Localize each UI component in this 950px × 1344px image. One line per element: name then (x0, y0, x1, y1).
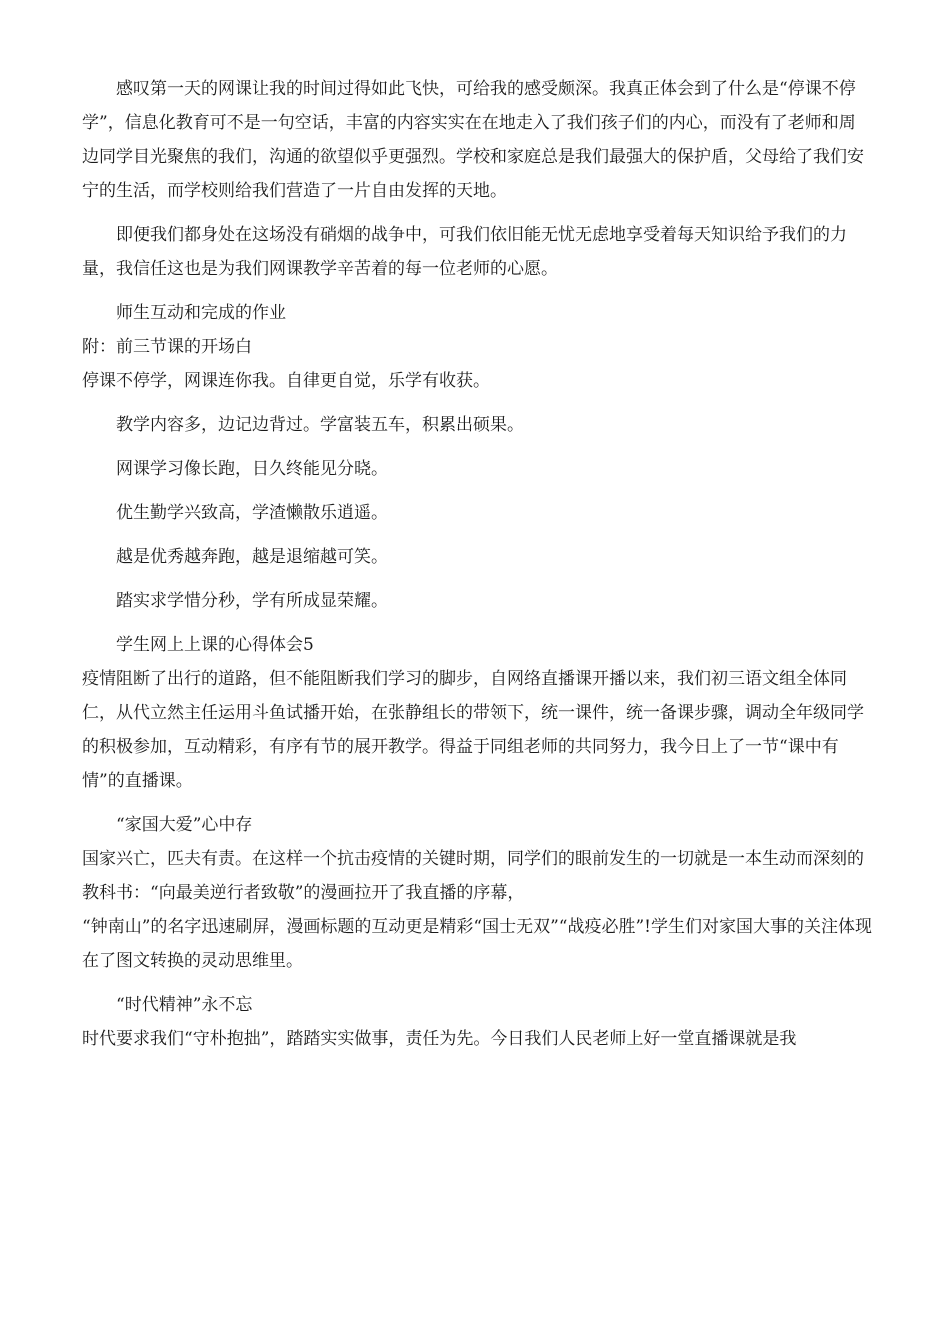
paragraph-epidemic-live-class: 疫情阻断了出行的道路，但不能阻断我们学习的脚步，自网络直播课开播以来，我们初三语文组全体同仁，从代立然主任运用斗鱼试播开始，在张静组长的带领下，统一课件，统一备课步骤，调动全年级同学的积极参加，互动精彩，有序有节的展开教学。得益于同组老师的共同努力，我今日上了一节“课中有情”的直播课。 (82, 669, 864, 791)
verse-line-3: 网课学习像长跑，日久终能见分晓。 (116, 459, 388, 479)
document-page (82, 72, 872, 1056)
verse-line-1: 停课不停学，网课连你我。自律更自觉，乐学有收获。 (82, 371, 490, 391)
verse-line-2: 教学内容多，边记边背过。学富装五车，积累出硕果。 (116, 415, 524, 435)
caption-interaction-homework: 师生互动和完成的作业 (116, 303, 286, 323)
subheading-family-country: “家国大爱”心中存 (116, 815, 253, 835)
verse-line-6: 踏实求学惜分秒，学有所成显荣耀。 (116, 591, 388, 611)
verse-line-4: 优生勤学兴致高，学渣懒散乐逍遥。 (116, 503, 388, 523)
section-title-5: 学生网上上课的心得体会5 (116, 635, 314, 655)
paragraph-era-demands: 时代要求我们“守朴抱拙”，踏踏实实做事，责任为先。今日我们人民老师上好一堂直播课就是我 (82, 1029, 797, 1049)
verse-line-5: 越是优秀越奔跑，越是退缩越可笑。 (116, 547, 388, 567)
appendix-heading: 附：前三节课的开场白 (82, 337, 252, 357)
paragraph-war-without-smoke: 即便我们都身处在这场没有硝烟的战争中，可我们依旧能无忧无虑地享受着每天知识给予我们的力量，我信任这也是为我们网课教学辛苦着的每一位老师的心愿。 (82, 225, 847, 279)
paragraph-zhong-nanshan: “钟南山”的名字迅速刷屏，漫画标题的互动更是精彩“国士无双”“战疫必胜”!学生们对家国大事的关注体现在了图文转换的灵动思维里。 (82, 917, 872, 971)
paragraph-national-duty: 国家兴亡，匹夫有责。在这样一个抗击疫情的关键时期，同学们的眼前发生的一切就是一本生动而深刻的教科书：“向最美逆行者致敬”的漫画拉开了我直播的序幕， (82, 849, 864, 903)
paragraph-first-day-reflection: 感叹第一天的网课让我的时间过得如此飞快，可给我的感受颇深。我真正体会到了什么是“停课不停学”，信息化教育可不是一句空话，丰富的内容实实在在地走入了我们孩子们的内心，而没有了老师和周边同学目光聚焦的我们，沟通的欲望似乎更强烈。学校和家庭总是我们最强大的保护盾，父母给了我们安宁的生活，而学校则给我们营造了一片自由发挥的天地。 (82, 79, 864, 201)
subheading-era-spirit: “时代精神”永不忘 (116, 995, 253, 1015)
